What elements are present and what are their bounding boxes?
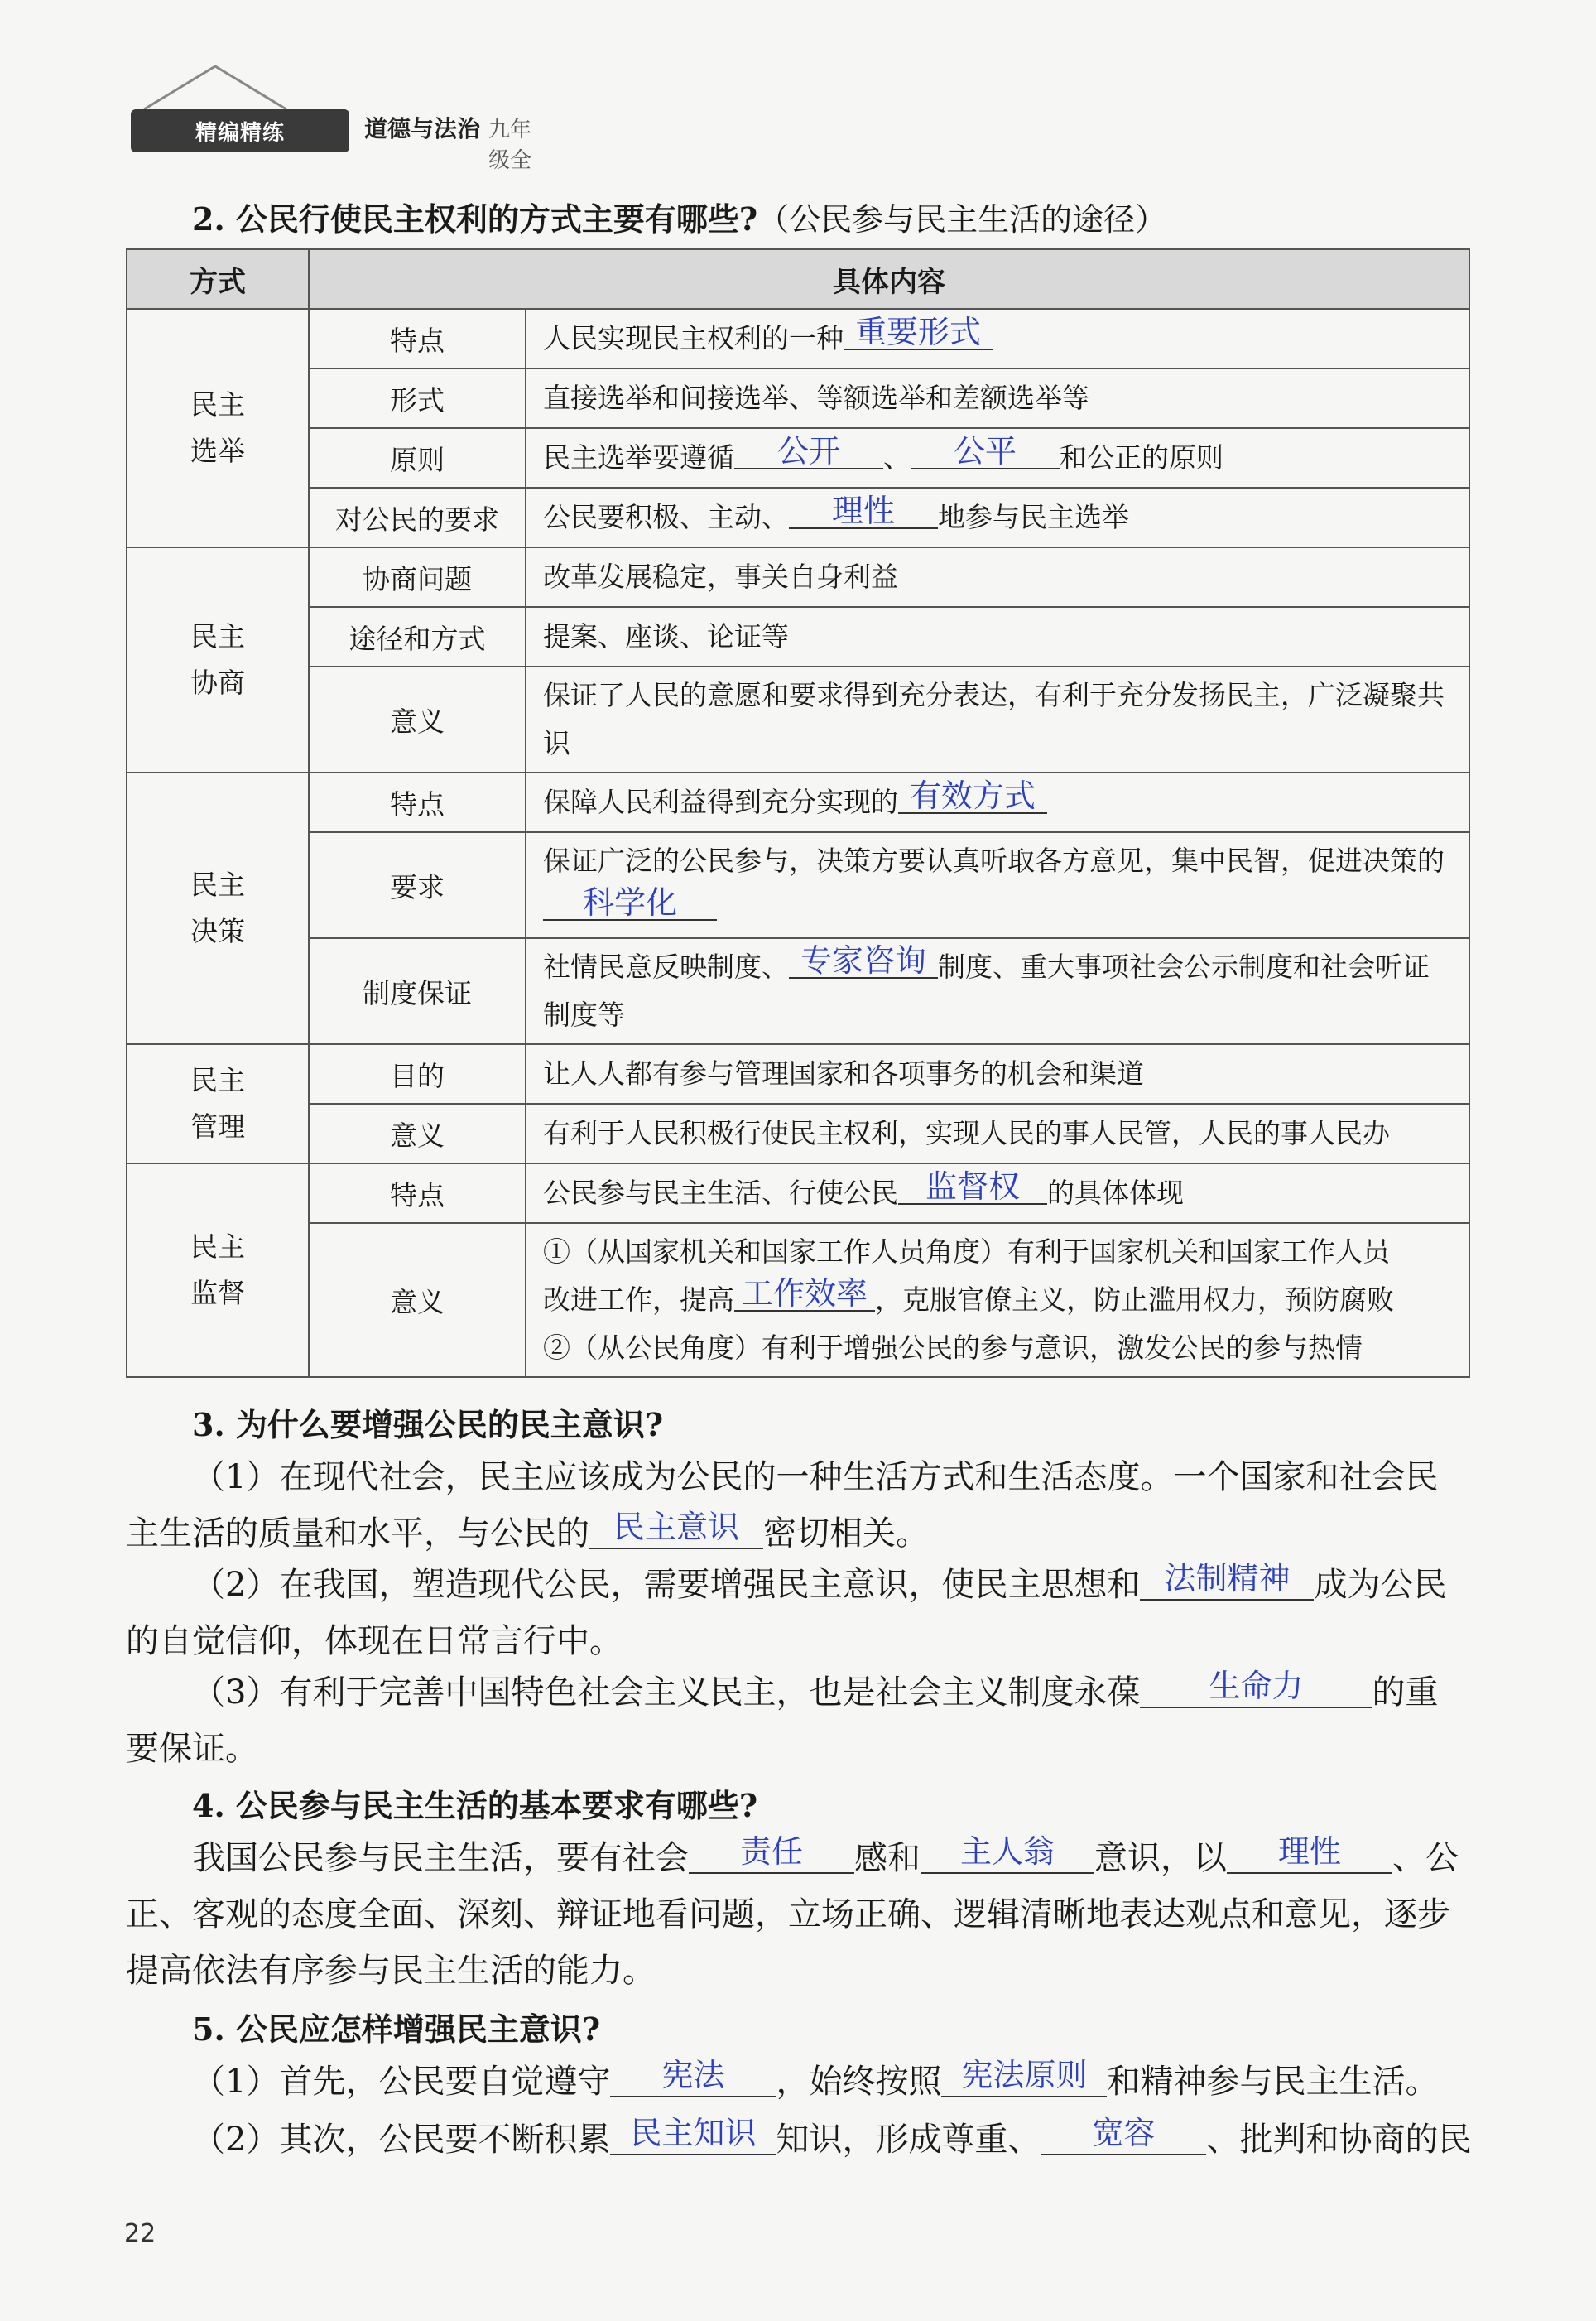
- question-4-title: 4. 公民参与民主生活的基本要求有哪些?: [192, 1787, 758, 1824]
- answer-blank: 理性: [1227, 1831, 1392, 1874]
- section-election: 民主选举: [127, 309, 309, 547]
- answer-blank: 民主知识: [610, 2112, 776, 2155]
- answer-blank: 民主意识: [589, 1506, 763, 1549]
- table-row: 要求 保证广泛的公民参与，决策方要认真听取各方意见，集中民智，促进决策的科学化: [127, 832, 1469, 938]
- answer-blank: 公开: [734, 435, 883, 469]
- answer-blank: 工作效率: [734, 1277, 875, 1312]
- table-row: 原则 民主选举要遵循 公开 、 公平 和公正的原则: [127, 428, 1469, 488]
- q3-paragraph-1: （1）在现代社会，民主应该成为公民的一种生活方式和生活态度。一个国家和社会民主生活的质量和水平，与公民的 民主意识 密切相关。: [126, 1458, 1439, 1553]
- section-decision: 民主决策: [127, 773, 309, 1044]
- answer-blank: 宽容: [1041, 2112, 1206, 2155]
- democracy-table: [126, 248, 1470, 1378]
- table-row: 意义 保证了人民的意愿和要求得到充分表达，有利于充分发扬民主，广泛凝聚共识: [127, 667, 1469, 773]
- page-number: 22: [124, 2219, 156, 2248]
- answer-blank: 监督权: [898, 1170, 1047, 1205]
- subject-title: 道德与法治: [364, 115, 481, 142]
- table-row: 对公民的要求 公民要积极、主动、 理性 地参与民主选举: [127, 488, 1469, 547]
- answer-blank: 主人翁: [921, 1831, 1094, 1874]
- table-row: 民主选举 特点 人民实现民主权利的一种 重要形式: [127, 309, 1469, 368]
- answer-blank: 法制精神: [1140, 1558, 1314, 1601]
- table-row: 形式 直接选举和间接选举、等额选举和差额选举等: [127, 368, 1469, 428]
- answer-blank: 宪法原则: [941, 2054, 1107, 2097]
- table-row: 意义 有利于人民积极行使民主权利，实现人民的事人民管，人民的事人民办: [127, 1104, 1469, 1163]
- page-header: [116, 61, 546, 173]
- q5-paragraph-2: （2）其次，公民要不断积累 民主知识 知识，形成尊重、 宽容 、批判和协商的民: [126, 2112, 1470, 2168]
- section-supervise: 民主监督: [127, 1163, 309, 1377]
- question-5-title: 5. 公民应怎样增强民主意识?: [192, 2010, 601, 2048]
- table-row: 民主决策 特点 保障人民利益得到充分实现的 有效方式: [127, 773, 1469, 832]
- question-3-title: 3. 为什么要增强公民的民主意识?: [192, 1406, 664, 1443]
- col-content-header: 具体内容: [309, 249, 1469, 309]
- q4-paragraph: 我国公民参与民主生活，要有社会 责任 感和 主人翁 意识，以 理性 、公正、客观的态度全面、深刻、辩证地看问题，立场正确、逻辑清晰地表达观点和意见，逐步提高依法有序参与民主生活的能力。: [126, 1830, 1470, 1999]
- answer-blank: 理性: [789, 494, 938, 529]
- question-2-title: 2. 公民行使民主权利的方式主要有哪些?（公民参与民主生活的途径）: [192, 200, 1167, 238]
- table-header-row: [127, 249, 1469, 309]
- brand-badge: 精编精练: [131, 109, 349, 152]
- col-mode-header: 方式: [127, 249, 309, 309]
- section-manage: 民主管理: [127, 1044, 309, 1163]
- table-row: 制度保证 社情民意反映制度、 专家咨询 制度、重大事项社会公示制度和社会听证制度等: [127, 938, 1469, 1044]
- answer-blank: 生命力: [1140, 1665, 1372, 1708]
- table-row: 意义 ①（从国家机关和国家工作人员角度）有利于国家机关和国家工作人员 改进工作，提高 工作效率 ，克服官僚主义，防止滥用权力，预防腐败 ②（从公民角度）有利于增强公民的参与意识，激发公民的参与热情: [127, 1223, 1469, 1377]
- answer-blank: 科学化: [543, 886, 717, 921]
- answer-blank: 公平: [911, 435, 1060, 469]
- section-consult: 民主协商: [127, 547, 309, 773]
- table-row: 民主协商 协商问题 改革发展稳定，事关自身利益: [127, 547, 1469, 607]
- q5-paragraph-1: （1）首先，公民要自觉遵守 宪法 ，始终按照 宪法原则 和精神参与民主生活。: [126, 2054, 1470, 2110]
- answer-blank: 有效方式: [898, 779, 1047, 814]
- house-roof-icon: [141, 63, 298, 113]
- answer-blank: 责任: [689, 1831, 854, 1874]
- table-row: 民主监督 特点 公民参与民主生活、行使公民 监督权 的具体体现: [127, 1163, 1469, 1223]
- q3-paragraph-2: （2）在我国，塑造现代公民，需要增强民主意识，使民主思想和 法制精神 成为公民的自觉信仰，体现在日常言行中。: [126, 1557, 1470, 1669]
- answer-blank: 重要形式: [844, 315, 993, 350]
- answer-blank: 专家咨询: [789, 944, 938, 979]
- table-row: 民主管理 目的 让人人都有参与管理国家和各项事务的机会和渠道: [127, 1044, 1469, 1104]
- grade-label: 九年级全: [488, 118, 532, 173]
- q3-paragraph-3: （3）有利于完善中国特色社会主义民主，也是社会主义制度永葆 生命力 的重要保证。: [126, 1664, 1470, 1777]
- answer-blank: 宪法: [610, 2054, 776, 2097]
- table-row: 途径和方式 提案、座谈、论证等: [127, 607, 1469, 667]
